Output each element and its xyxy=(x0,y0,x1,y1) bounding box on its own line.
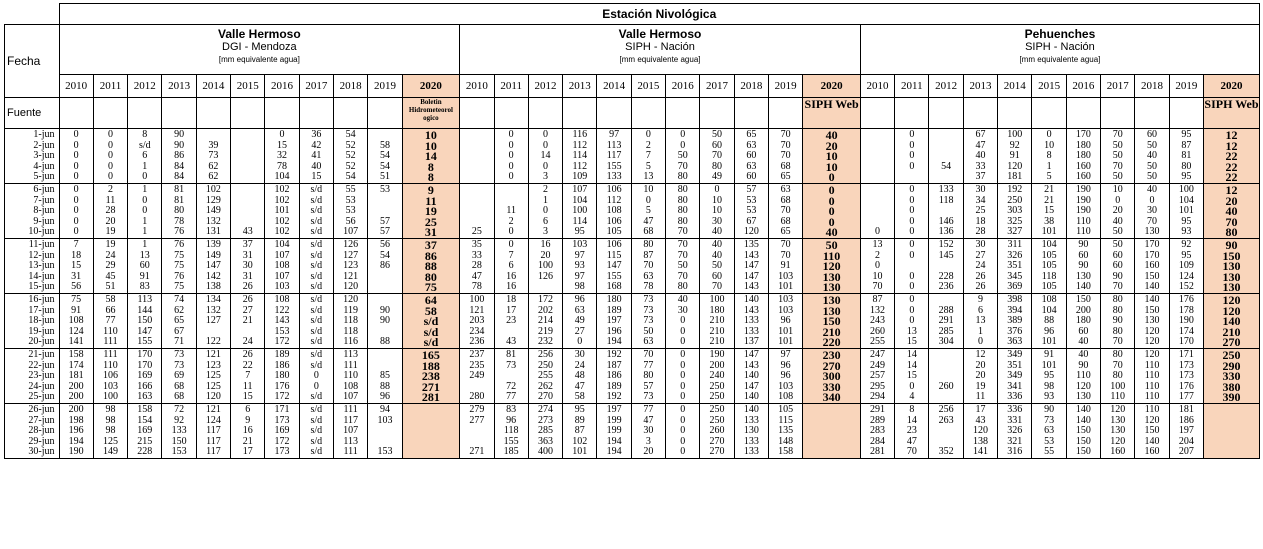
year-header: 2013 xyxy=(563,75,597,98)
value-cell: 0 0 0 0 xyxy=(895,129,929,184)
fuente-cell xyxy=(1135,98,1169,129)
value-cell: 0 0 14 0 3 xyxy=(528,129,562,184)
year-header: 2012 xyxy=(128,75,162,98)
value-cell: 9 6 13 1 0 xyxy=(963,294,997,349)
year-header: 2017 xyxy=(299,75,333,98)
year-header: 2010 xyxy=(460,75,494,98)
value-cell: 17 43 120 138 141 xyxy=(963,404,997,459)
value-cell: 150 200 180 60 40 xyxy=(1066,294,1100,349)
value-cell: 113 144 150 147 155 xyxy=(128,294,162,349)
value-cell: 1 0 0 1 1 xyxy=(128,184,162,239)
value-cell xyxy=(460,129,494,184)
value-cell: 54 xyxy=(929,129,963,184)
year-header: 2012 xyxy=(929,75,963,98)
value-cell: 8 14 23 47 70 xyxy=(895,404,929,459)
value-cell: 190 190 190 110 110 xyxy=(1066,184,1100,239)
value-cell: 0 0 0 0 0 xyxy=(895,184,929,239)
value-cell: 108 122 143 153 172 xyxy=(265,294,299,349)
snow-station-table xyxy=(4,3,1260,459)
year-header: 2011 xyxy=(494,75,528,98)
fecha-header: Fecha xyxy=(5,25,60,98)
value-cell: 158 154 169 215 228 xyxy=(128,404,162,459)
fuente-cell xyxy=(528,98,562,129)
value-cell: 67 47 40 33 37 xyxy=(963,129,997,184)
value-cell: 0 15 32 78 104 xyxy=(265,129,299,184)
value-cell: 53 57 57 xyxy=(368,184,402,239)
date-cell: 11-jun 12-jun 13-jun 14-jun 15-jun xyxy=(5,239,60,294)
year-header: 2018 xyxy=(334,75,368,98)
value-cell: 103 103 96 101 101 xyxy=(769,294,803,349)
value-cell: 107 104 100 114 95 xyxy=(563,184,597,239)
value-cell: 2 11 28 20 19 xyxy=(93,184,127,239)
value-2020-cell: 37 86 88 80 75 xyxy=(402,239,460,294)
value-cell: 58 66 77 110 111 xyxy=(93,294,127,349)
value-cell: 70 70 50 70 80 xyxy=(666,239,700,294)
value-2020-cell: 12 12 22 22 22 xyxy=(1203,129,1259,184)
value-cell: 0 2 7 5 13 xyxy=(631,129,665,184)
value-cell: 104 105 105 118 105 xyxy=(1032,239,1066,294)
value-cell: 57 53 53 67 120 xyxy=(734,184,768,239)
value-cell: s/d s/d s/d s/d s/d xyxy=(299,294,333,349)
value-cell: 19 24 29 45 51 xyxy=(93,239,127,294)
value-cell: 171 173 173 176 177 xyxy=(1169,349,1203,404)
value-cell: 170 180 180 160 160 xyxy=(1066,129,1100,184)
fuente-cell xyxy=(299,98,333,129)
value-2020-cell: 12 20 40 70 80 xyxy=(1203,184,1259,239)
value-cell: 189 186 180 176 172 xyxy=(265,349,299,404)
value-cell: 111 117 107 113 111 xyxy=(334,404,368,459)
value-cell: 70 50 50 70 50 xyxy=(1101,129,1135,184)
year-header: 2010 xyxy=(860,75,894,98)
value-cell: 192 187 186 189 192 xyxy=(597,349,631,404)
value-cell: 0 0 0 0 0 xyxy=(59,129,93,184)
fuente-cell xyxy=(128,98,162,129)
value-cell: 100 121 203 234 236 xyxy=(460,294,494,349)
fuente-source: Boletin Hidrometeorol ogico xyxy=(402,98,460,129)
fuente-cell xyxy=(895,98,929,129)
value-cell: 256 250 255 262 270 xyxy=(528,349,562,404)
value-cell: 140 150 130 120 120 xyxy=(1135,294,1169,349)
value-cell: 70 77 80 57 73 xyxy=(631,349,665,404)
fuente-cell xyxy=(196,98,230,129)
value-cell: 50 60 60 90 70 xyxy=(1101,239,1135,294)
value-2020-cell: 50 110 120 130 130 xyxy=(803,239,861,294)
value-cell: 126 127 123 121 120 xyxy=(334,239,368,294)
value-cell: s/d s/d s/d s/d s/d xyxy=(299,404,333,459)
value-cell xyxy=(860,129,894,184)
year-header: 2015 xyxy=(631,75,665,98)
fuente-cell xyxy=(963,98,997,129)
value-cell: 140 140 150 150 150 xyxy=(1066,404,1100,459)
table-title: Estación Nivológica xyxy=(59,4,1259,25)
value-cell: 97 113 117 155 133 xyxy=(597,129,631,184)
value-cell: 80 70 80 100 110 xyxy=(1101,349,1135,404)
value-cell: 83 96 118 155 185 xyxy=(494,404,528,459)
value-cell: 40 30 0 0 0 xyxy=(666,294,700,349)
year-header: 2016 xyxy=(265,75,299,98)
value-cell: 6 9 16 21 17 xyxy=(231,404,265,459)
value-cell: 90 90 88 xyxy=(368,294,402,349)
value-cell: 0 0 50 70 80 xyxy=(666,129,700,184)
value-cell: 2 1 0 6 3 xyxy=(528,184,562,239)
value-cell: 80 87 70 63 78 xyxy=(631,239,665,294)
value-cell: 116 112 114 112 109 xyxy=(563,129,597,184)
value-cell: 172 202 214 219 232 xyxy=(528,294,562,349)
value-cell: 349 351 349 341 336 xyxy=(998,349,1032,404)
value-cell: 85 88 96 xyxy=(368,349,402,404)
value-cell: 139 149 147 142 138 xyxy=(196,239,230,294)
year-header: 2016 xyxy=(666,75,700,98)
value-cell: 75 91 108 124 141 xyxy=(59,294,93,349)
value-2020-cell: 90 150 130 130 130 xyxy=(1203,239,1259,294)
fuente-cell xyxy=(162,98,196,129)
value-cell: 135 143 147 147 143 xyxy=(734,239,768,294)
value-cell: 95 87 81 80 95 xyxy=(1169,129,1203,184)
value-cell: 170 170 160 150 140 xyxy=(1135,239,1169,294)
value-cell: 58 54 54 51 xyxy=(368,129,402,184)
value-cell: 108 104 88 96 101 xyxy=(1032,294,1066,349)
value-cell: 336 331 326 321 316 xyxy=(998,404,1032,459)
value-cell: 76 75 75 76 75 xyxy=(162,239,196,294)
year-header: 2020 xyxy=(803,75,861,98)
value-cell: 100 104 101 95 93 xyxy=(1169,184,1203,239)
fuente-cell xyxy=(563,98,597,129)
value-cell: 73 73 73 50 63 xyxy=(631,294,665,349)
value-2020-cell: 0 0 0 0 40 xyxy=(803,184,861,239)
value-cell: 291 289 283 284 281 xyxy=(860,404,894,459)
fuente-cell xyxy=(368,98,402,129)
value-cell: 274 273 285 363 400 xyxy=(528,404,562,459)
value-cell: 0 0 0 0 0 xyxy=(59,184,93,239)
fuente-cell xyxy=(631,98,665,129)
year-header: 2015 xyxy=(231,75,265,98)
value-cell: 170 170 169 166 163 xyxy=(128,349,162,404)
value-cell: 26 27 21 24 xyxy=(231,294,265,349)
value-cell: 121 123 125 125 120 xyxy=(196,349,230,404)
fuente-cell xyxy=(231,98,265,129)
fuente-source: SIPH Web xyxy=(803,98,861,129)
value-cell: 398 394 389 376 363 xyxy=(998,294,1032,349)
value-cell: 104 107 108 107 103 xyxy=(265,239,299,294)
value-2020-cell: 250 290 330 380 390 xyxy=(1203,349,1259,404)
value-cell: 97 96 96 103 108 xyxy=(769,349,803,404)
value-cell: 113 111 110 108 107 xyxy=(334,349,368,404)
value-cell: 134 132 127 122 xyxy=(196,294,230,349)
value-cell: 54 52 52 52 54 xyxy=(334,129,368,184)
value-cell: 74 62 65 67 71 xyxy=(162,294,196,349)
value-cell: 55 53 53 56 107 xyxy=(334,184,368,239)
value-cell: 13 2 0 10 70 xyxy=(860,239,894,294)
year-header: 2014 xyxy=(196,75,230,98)
value-cell: 96 63 49 27 0 xyxy=(563,294,597,349)
value-cell: 120 110 110 110 110 xyxy=(1135,349,1169,404)
year-header: 2017 xyxy=(1101,75,1135,98)
fuente-cell xyxy=(1066,98,1100,129)
year-header: 2018 xyxy=(1135,75,1169,98)
value-cell: 16 20 100 126 xyxy=(528,239,562,294)
year-header: 2017 xyxy=(700,75,734,98)
fuente-cell xyxy=(929,98,963,129)
value-cell: 197 199 199 194 194 xyxy=(597,404,631,459)
value-cell: 279 277 271 xyxy=(460,404,494,459)
value-cell: 121 124 117 117 117 xyxy=(196,404,230,459)
value-2020-cell xyxy=(803,404,861,459)
value-cell: 102 102 101 102 102 xyxy=(265,184,299,239)
fuente-header: Fuente xyxy=(5,98,60,129)
fuente-cell xyxy=(666,98,700,129)
value-cell: 180 189 197 196 194 xyxy=(597,294,631,349)
value-cell: 94 103 153 xyxy=(368,404,402,459)
value-cell: 40 90 110 120 130 xyxy=(1066,349,1100,404)
value-cell: 288 291 285 304 xyxy=(929,294,963,349)
value-cell: 39 73 62 62 xyxy=(196,129,230,184)
value-cell: 8 s/d 6 1 0 xyxy=(128,129,162,184)
fuente-cell xyxy=(860,98,894,129)
value-cell: 103 97 93 97 98 xyxy=(563,239,597,294)
fuente-cell xyxy=(334,98,368,129)
value-cell: s/d s/d s/d s/d s/d xyxy=(299,239,333,294)
value-cell: 0 0 0 0 0 xyxy=(93,129,127,184)
value-cell: 90 73 63 53 55 xyxy=(1032,404,1066,459)
value-cell: 181 186 197 204 207 xyxy=(1169,404,1203,459)
value-cell: 91 101 95 98 93 xyxy=(1032,349,1066,404)
value-cell: 0 10 8 1 5 xyxy=(1032,129,1066,184)
value-2020-cell xyxy=(402,404,460,459)
year-header: 2011 xyxy=(93,75,127,98)
value-cell: 0 0 0 13 15 xyxy=(895,294,929,349)
fuente-cell xyxy=(597,98,631,129)
value-cell: 65 63 60 63 60 xyxy=(734,129,768,184)
value-cell: 100 180 210 210 210 xyxy=(700,294,734,349)
value-cell: 43 xyxy=(231,184,265,239)
value-cell: 63 68 70 68 65 xyxy=(769,184,803,239)
value-cell: 30 27 24 26 26 xyxy=(963,239,997,294)
value-cell: 72 92 133 150 153 xyxy=(162,404,196,459)
value-cell xyxy=(231,129,265,184)
value-cell: 98 98 98 125 149 xyxy=(93,404,127,459)
value-cell: 40 0 30 70 130 xyxy=(1135,184,1169,239)
value-cell: 90 60 90 130 140 xyxy=(1066,239,1100,294)
value-cell: 0 0 0 0 xyxy=(895,239,929,294)
value-cell: 250 250 260 270 270 xyxy=(700,404,734,459)
value-cell: 12 20 20 19 11 xyxy=(963,349,997,404)
year-header: 2016 xyxy=(1066,75,1100,98)
value-cell: 152 145 228 236 xyxy=(929,239,963,294)
year-header: 2010 xyxy=(59,75,93,98)
year-header: 2013 xyxy=(162,75,196,98)
value-cell: 30 34 25 18 28 xyxy=(963,184,997,239)
date-cell: 21-jun 22-jun 23-jun 24-jun 25-jun xyxy=(5,349,60,404)
value-2020-cell xyxy=(1203,404,1259,459)
value-cell: 87 132 243 260 255 xyxy=(860,294,894,349)
value-cell: 35 33 28 47 78 xyxy=(460,239,494,294)
value-cell: 0 7 6 16 16 xyxy=(494,239,528,294)
value-cell: 73 73 69 68 68 xyxy=(162,349,196,404)
value-cell: 36 42 41 40 15 xyxy=(299,129,333,184)
value-cell: 102 129 149 132 131 xyxy=(196,184,230,239)
date-cell: 16-jun 17-jun 18-jun 19-jun 20-jun xyxy=(5,294,60,349)
value-cell: 10 0 20 40 50 xyxy=(1101,184,1135,239)
year-header: 2019 xyxy=(769,75,803,98)
value-cell: 171 173 169 172 173 xyxy=(265,404,299,459)
value-cell: 200 198 196 194 190 xyxy=(59,404,93,459)
year-header: 2015 xyxy=(1032,75,1066,98)
value-cell: 0 0 0 0 0 xyxy=(666,349,700,404)
value-cell: 7 18 15 31 56 xyxy=(59,239,93,294)
value-cell: 56 54 86 xyxy=(368,239,402,294)
value-cell: 11 2 0 xyxy=(494,184,528,239)
value-2020-cell: 64 58 s/d s/d s/d xyxy=(402,294,460,349)
fuente-cell xyxy=(1101,98,1135,129)
value-cell: 0 xyxy=(860,184,894,239)
value-cell: 0 0 0 0 0 xyxy=(494,129,528,184)
year-header: 2011 xyxy=(895,75,929,98)
value-cell: 18 17 23 43 xyxy=(494,294,528,349)
value-cell: 176 178 190 174 170 xyxy=(1169,294,1203,349)
date-cell: 6-jun 7-jun 8-jun 9-jun 10-jun xyxy=(5,184,60,239)
value-cell: 158 174 181 200 200 xyxy=(59,349,93,404)
fuente-cell xyxy=(1169,98,1203,129)
value-cell: s/d s/d 0 0 s/d xyxy=(299,349,333,404)
value-cell: 30 24 48 47 58 xyxy=(563,349,597,404)
section-header-valle-hermoso-dgi: Valle Hermoso DGI - Mendoza [mm equivalente agua] xyxy=(59,25,460,75)
fuente-cell xyxy=(265,98,299,129)
value-cell: 95 89 87 102 101 xyxy=(563,404,597,459)
value-cell: 37 31 30 31 26 xyxy=(231,239,265,294)
value-cell: 147 143 140 147 140 xyxy=(734,349,768,404)
value-cell: 106 115 147 155 168 xyxy=(597,239,631,294)
value-cell: 81 81 80 78 76 xyxy=(162,184,196,239)
year-header: 2019 xyxy=(1169,75,1203,98)
value-cell: 120 130 130 120 160 xyxy=(1101,404,1135,459)
value-cell: 140 143 133 133 137 xyxy=(734,294,768,349)
year-header: 2020 xyxy=(402,75,460,98)
value-cell: 21 21 15 38 101 xyxy=(1032,184,1066,239)
value-cell: 70 70 91 103 101 xyxy=(769,239,803,294)
value-2020-cell: 165 188 238 271 281 xyxy=(402,349,460,404)
fuente-source: SIPH Web xyxy=(1203,98,1259,129)
value-cell: 247 249 257 295 294 xyxy=(860,349,894,404)
value-cell: 80 80 90 80 70 xyxy=(1101,294,1135,349)
value-2020-cell: 230 270 300 330 340 xyxy=(803,349,861,404)
date-cell: 1-jun 2-jun 3-jun 4-jun 5-jun xyxy=(5,129,60,184)
value-cell: 92 95 109 124 152 xyxy=(1169,239,1203,294)
section-header-pehuenches-siph: Pehuenches SIPH - Nación [mm equivalente agua] xyxy=(860,25,1259,75)
value-cell: 40 40 50 60 70 xyxy=(700,239,734,294)
value-cell: 120 119 118 118 116 xyxy=(334,294,368,349)
value-cell: 50 60 70 80 49 xyxy=(700,129,734,184)
year-header: 2019 xyxy=(368,75,402,98)
value-cell: 192 250 303 325 327 xyxy=(998,184,1032,239)
fuente-cell xyxy=(1032,98,1066,129)
value-cell: 0 0 0 0 0 xyxy=(666,404,700,459)
fuente-cell xyxy=(59,98,93,129)
year-header: 2013 xyxy=(963,75,997,98)
value-cell: 190 200 240 250 250 xyxy=(700,349,734,404)
value-2020-cell: 10 10 14 8 8 xyxy=(402,129,460,184)
section-header-valle-hermoso-siph: Valle Hermoso SIPH - Nación [mm equivalente agua] xyxy=(460,25,861,75)
year-header: 2020 xyxy=(1203,75,1259,98)
fuente-cell xyxy=(93,98,127,129)
value-cell: 110 120 150 140 160 xyxy=(1135,404,1169,459)
value-cell: 77 47 30 3 20 xyxy=(631,404,665,459)
fuente-cell xyxy=(769,98,803,129)
value-2020-cell: 130 130 150 210 220 xyxy=(803,294,861,349)
year-header: 2014 xyxy=(597,75,631,98)
value-2020-cell: 120 120 140 210 270 xyxy=(1203,294,1259,349)
value-cell: 140 133 130 133 133 xyxy=(734,404,768,459)
value-cell: 60 50 40 50 50 xyxy=(1135,129,1169,184)
value-cell: 10 0 5 47 68 xyxy=(631,184,665,239)
corner-blank xyxy=(5,4,60,25)
value-cell: 26 22 7 11 15 xyxy=(231,349,265,404)
value-cell: 111 110 106 103 100 xyxy=(93,349,127,404)
value-cell: 256 263 352 xyxy=(929,404,963,459)
year-header: 2014 xyxy=(998,75,1032,98)
value-cell: 90 90 86 84 84 xyxy=(162,129,196,184)
value-cell: s/d s/d s/d s/d s/d xyxy=(299,184,333,239)
value-cell: 100 92 91 120 181 xyxy=(998,129,1032,184)
fuente-cell xyxy=(998,98,1032,129)
value-2020-cell: 9 11 19 25 31 xyxy=(402,184,460,239)
value-cell: 260 xyxy=(929,349,963,404)
fuente-cell xyxy=(494,98,528,129)
value-cell: 70 70 70 68 65 xyxy=(769,129,803,184)
year-header: 2012 xyxy=(528,75,562,98)
value-cell: 237 235 249 280 xyxy=(460,349,494,404)
value-cell: 105 115 135 148 158 xyxy=(769,404,803,459)
value-cell: 25 xyxy=(460,184,494,239)
value-cell: 1 13 60 91 83 xyxy=(128,239,162,294)
value-cell: 80 80 80 80 70 xyxy=(666,184,700,239)
value-cell: 14 14 15 0 4 xyxy=(895,349,929,404)
value-2020-cell: 40 20 10 10 0 xyxy=(803,129,861,184)
value-cell: 0 10 10 30 40 xyxy=(700,184,734,239)
value-cell: 311 326 351 345 369 xyxy=(998,239,1032,294)
fuente-cell xyxy=(700,98,734,129)
date-cell: 26-jun 27-jun 28-jun 29-jun 30-jun xyxy=(5,404,60,459)
value-cell: 106 112 108 106 105 xyxy=(597,184,631,239)
fuente-cell xyxy=(460,98,494,129)
fuente-cell xyxy=(734,98,768,129)
year-header: 2018 xyxy=(734,75,768,98)
value-cell: 133 118 146 136 xyxy=(929,184,963,239)
value-cell: 81 73 72 77 xyxy=(494,349,528,404)
